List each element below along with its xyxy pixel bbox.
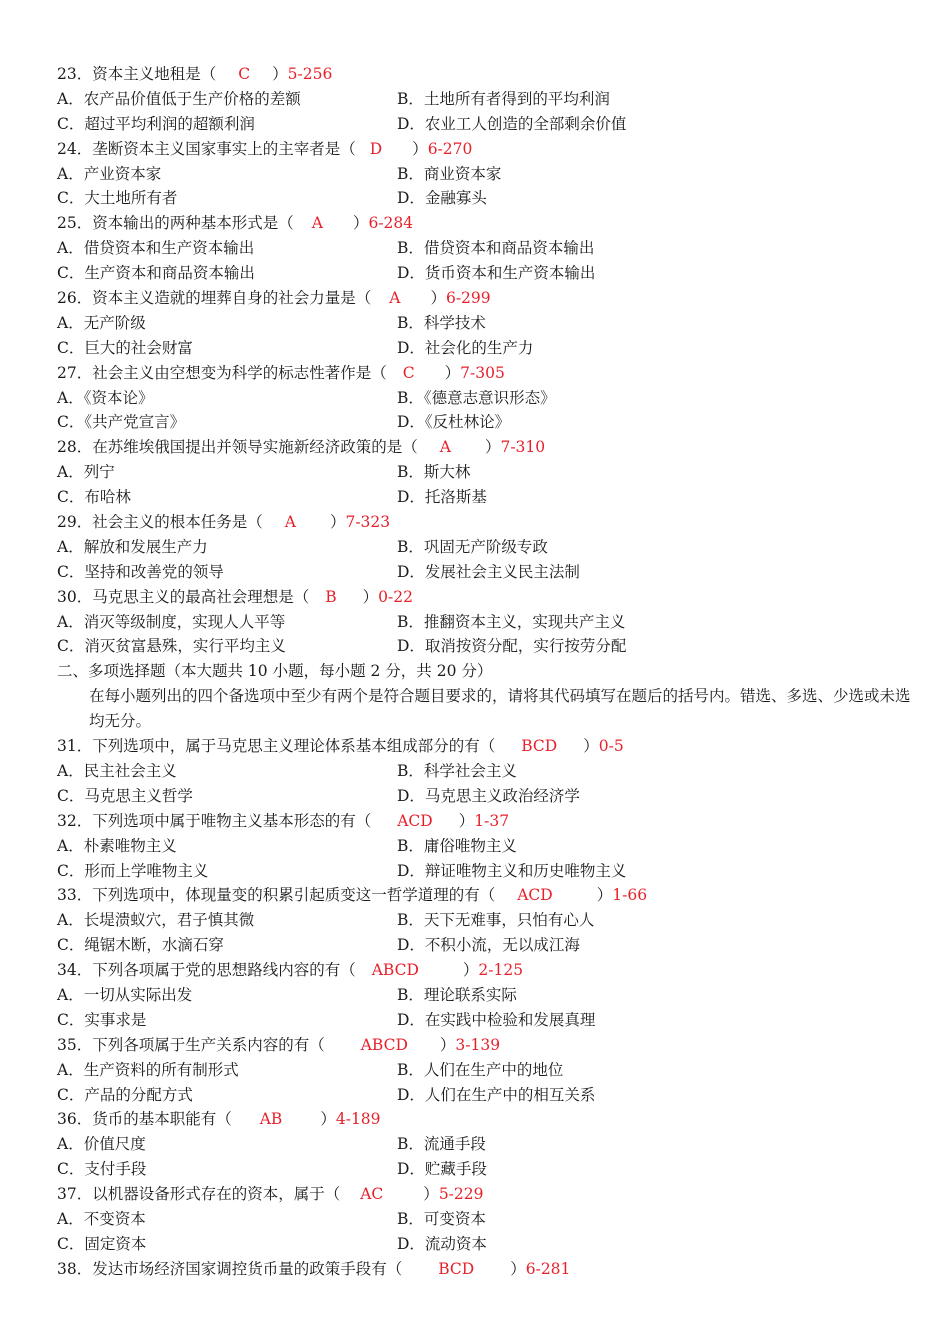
answer-text: C (402, 363, 415, 382)
option-row (57, 1207, 917, 1232)
answer-text: BCD (521, 737, 558, 756)
option-right: B．推翻资本主义，实现共产主义 (397, 612, 626, 631)
option-right: D．《反杜林论》 (397, 413, 511, 432)
answer-text: ACD (397, 811, 433, 830)
option-left: C．巨大的社会财富 (57, 338, 193, 357)
option-right: D．社会化的生产力 (397, 338, 534, 357)
option-row (57, 1232, 917, 1257)
stem-text: 33．下列选项中，体现量变的积累引起质变这一哲学道理的有（ (57, 886, 496, 905)
question-stem (57, 734, 917, 759)
option-row (57, 1008, 917, 1033)
option-left: C．实事求是 (57, 1010, 147, 1029)
answer-text: ABCD (371, 961, 419, 980)
question-stem (57, 809, 917, 834)
question-stem (57, 435, 917, 460)
question-stem (57, 585, 917, 610)
option-right: B．天下无难事，只怕有心人 (397, 911, 595, 930)
option-left: A．列宁 (57, 463, 115, 482)
option-right: D．金融寡头 (397, 189, 487, 208)
option-left: C．超过平均利润的超额利润 (57, 114, 255, 133)
reference-text: 2-125 (478, 961, 524, 980)
option-left: A．长堤溃蚁穴，君子慎其微 (57, 911, 255, 930)
option-row (57, 1083, 917, 1108)
option-row (57, 1157, 917, 1182)
option-left: C．支付手段 (57, 1160, 147, 1179)
stem-text: 23．资本主义地租是（ (57, 65, 217, 83)
reference-text: 6-270 (427, 139, 473, 158)
reference-text: 5-229 (438, 1185, 484, 1204)
option-row (57, 336, 917, 361)
option-right: D．辩证唯物主义和历史唯物主义 (397, 861, 627, 880)
option-left: A．《资本论》 (57, 388, 154, 407)
option-left: C．消灭贫富悬殊，实行平均主义 (57, 637, 286, 656)
option-row (57, 560, 917, 585)
option-left: C．绳锯木断，水滴石穿 (57, 936, 224, 955)
option-right: B．流通手段 (397, 1135, 486, 1154)
answer-text: D (369, 139, 383, 158)
option-right: D．马克思主义政治经济学 (397, 786, 580, 805)
stem-text: 35．下列各项属于生产关系内容的有（ (57, 1035, 325, 1054)
option-row (57, 261, 917, 286)
stem-text: 32．下列选项中属于唯物主义基本形态的有（ (57, 811, 372, 830)
option-left: A．无产阶级 (57, 313, 146, 332)
stem-text: 30．马克思主义的最高社会理想是（ (57, 587, 310, 606)
question-stem (57, 1033, 917, 1058)
option-left: A．不变资本 (57, 1210, 146, 1228)
reference-text: 6-299 (445, 289, 491, 308)
option-right: D．发展社会主义民主法制 (397, 562, 580, 581)
option-right: B．可变资本 (397, 1210, 486, 1228)
option-left: A．价值尺度 (57, 1135, 146, 1154)
option-left: A．消灭等级制度，实现人人平等 (57, 612, 286, 631)
section-heading-text: 二、多项选择题（本大题共 10 小题，每小题 2 分，共 20 分） (57, 662, 493, 681)
question-stem (57, 62, 917, 87)
stem-text: 26．资本主义造就的埋葬自身的社会力量是（ (57, 289, 372, 308)
answer-text: BCD (438, 1259, 475, 1278)
option-row (57, 485, 917, 510)
question-stem (57, 1257, 917, 1282)
bracket-close: ） (430, 289, 446, 308)
answer-text: A (439, 438, 451, 457)
stem-text: 24．垄断资本主义国家事实上的主宰者是（ (57, 139, 356, 158)
section-heading (57, 659, 917, 684)
answer-text: C (238, 65, 251, 83)
stem-text: 31．下列选项中，属于马克思主义理论体系基本组成部分的有（ (57, 737, 496, 756)
bracket-close: ） (596, 886, 613, 905)
answer-text: ABCD (360, 1035, 408, 1054)
option-row (57, 112, 917, 137)
answer-text: AC (360, 1185, 384, 1204)
option-left: C．大土地所有者 (57, 189, 178, 208)
option-right: D．取消按资分配，实行按劳分配 (397, 637, 627, 656)
option-row (57, 162, 917, 187)
option-left: A．农产品价值低于生产价格的差额 (57, 89, 301, 108)
bracket-close: ） (272, 65, 288, 83)
stem-text: 29．社会主义的根本任务是（ (57, 513, 263, 532)
stem-text: 25．资本输出的两种基本形式是（ (57, 214, 294, 233)
option-right: B．借贷资本和商品资本输出 (397, 239, 595, 258)
section-instruction: 在每小题列出的四个备选项中至少有两个是符合题目要求的，请将其代码填写在题后的括号内。错选、多选、少选或未选均无分。 (89, 687, 911, 731)
bracket-close: ） (320, 1110, 336, 1129)
option-left: A．生产资料的所有制形式 (57, 1060, 239, 1079)
bracket-close: ） (362, 587, 379, 606)
stem-text: 28．在苏维埃俄国提出并领导实施新经济政策的是（ (57, 438, 418, 457)
option-left: C．马克思主义哲学 (57, 786, 193, 805)
option-right: D．在实践中检验和发展真理 (397, 1010, 596, 1029)
option-left: C．坚持和改善党的领导 (57, 562, 224, 581)
option-right: B．科学技术 (397, 313, 486, 332)
option-right: B．庸俗唯物主义 (397, 836, 517, 855)
option-row (57, 634, 917, 659)
answer-text: A (389, 289, 401, 308)
answer-text: ACD (517, 886, 553, 905)
bracket-close: ） (329, 513, 346, 532)
bracket-close: ） (458, 811, 475, 830)
reference-text: 3-139 (455, 1035, 501, 1054)
option-right: B．人们在生产中的地位 (397, 1060, 564, 1079)
stem-text: 36．货币的基本职能有（ (57, 1110, 232, 1129)
stem-text: 38．发达市场经济国家调控货币量的政策手段有（ (57, 1259, 403, 1278)
question-stem (57, 958, 917, 983)
reference-text: 1-37 (474, 811, 510, 830)
option-row (57, 859, 917, 884)
option-row (57, 1058, 917, 1083)
reference-text: 1-66 (612, 886, 648, 905)
question-stem (57, 1107, 917, 1132)
option-right: B．斯大林 (397, 463, 471, 482)
option-right: D．货币资本和生产资本输出 (397, 264, 596, 283)
question-stem (57, 883, 917, 908)
option-row (57, 784, 917, 809)
bracket-close: ） (439, 1035, 456, 1054)
bracket-close: ） (423, 1185, 439, 1204)
option-row (57, 1132, 917, 1157)
reference-text: 6-284 (368, 214, 414, 233)
option-right: D．托洛斯基 (397, 488, 487, 507)
reference-text: 6-281 (525, 1259, 571, 1278)
stem-text: 27．社会主义由空想变为科学的标志性著作是（ (57, 363, 387, 382)
exam-page (57, 62, 917, 1282)
option-row (57, 460, 917, 485)
bracket-close: ） (352, 214, 369, 233)
option-left: C．布哈林 (57, 488, 131, 507)
reference-text: 0-22 (378, 587, 413, 606)
option-row (57, 759, 917, 784)
option-left: C．生产资本和商品资本输出 (57, 264, 255, 283)
option-right: D．贮藏手段 (397, 1160, 487, 1179)
option-right: D．农业工人创造的全部剩余价值 (397, 114, 627, 133)
stem-text: 34．下列各项属于党的思想路线内容的有（ (57, 961, 356, 980)
answer-text: B (325, 587, 337, 606)
option-right: B．土地所有者得到的平均利润 (397, 89, 610, 108)
reference-text: 7-310 (500, 438, 546, 457)
option-left: A．解放和发展生产力 (57, 537, 208, 556)
bracket-close: ） (412, 139, 428, 158)
option-right: B．巩固无产阶级专政 (397, 537, 548, 556)
question-stem (57, 211, 917, 236)
option-right: B．商业资本家 (397, 164, 502, 183)
option-left: C．形而上学唯物主义 (57, 861, 209, 880)
answer-text: A (284, 513, 296, 532)
question-stem (57, 137, 917, 162)
option-right: D．人们在生产中的相互关系 (397, 1085, 596, 1104)
option-right: D．不积小流，无以成江海 (397, 936, 580, 955)
option-row (57, 983, 917, 1008)
question-stem (57, 361, 917, 386)
option-row (57, 834, 917, 859)
option-left: C．《共产党宣言》 (57, 413, 186, 432)
question-stem (57, 286, 917, 311)
stem-text: 37．以机器设备形式存在的资本，属于（ (57, 1185, 341, 1204)
answer-text: AB (259, 1110, 283, 1129)
option-left: C．固定资本 (57, 1234, 147, 1253)
reference-text: 0-5 (598, 737, 624, 756)
option-row (57, 87, 917, 112)
question-stem (57, 510, 917, 535)
answer-text: A (311, 214, 323, 233)
bracket-close: ） (444, 363, 461, 382)
option-row (57, 236, 917, 261)
reference-text: 4-189 (335, 1110, 381, 1129)
option-row (57, 186, 917, 211)
bracket-close: ） (583, 737, 599, 756)
option-right: B．科学社会主义 (397, 761, 517, 780)
option-row (57, 311, 917, 336)
option-left: A．借贷资本和生产资本输出 (57, 239, 255, 258)
option-row (57, 535, 917, 560)
reference-text: 7-323 (345, 513, 391, 532)
option-right: D．流动资本 (397, 1234, 487, 1253)
bracket-close: ） (462, 961, 479, 980)
option-left: A．朴素唯物主义 (57, 836, 177, 855)
option-left: A．一切从实际出发 (57, 985, 193, 1004)
option-left: C．产品的分配方式 (57, 1085, 193, 1104)
bracket-close: ） (510, 1259, 526, 1278)
bracket-close: ） (484, 438, 501, 457)
reference-text: 7-305 (460, 363, 505, 382)
option-row (57, 908, 917, 933)
option-left: A．产业资本家 (57, 164, 162, 183)
option-right: B．《德意志意识形态》 (397, 388, 556, 407)
reference-text: 5-256 (287, 65, 333, 83)
question-stem (57, 1182, 917, 1207)
option-row (57, 933, 917, 958)
option-row (57, 410, 917, 435)
option-row (57, 610, 917, 635)
option-right: B．理论联系实际 (397, 985, 517, 1004)
option-row (57, 386, 917, 411)
option-left: A．民主社会主义 (57, 761, 177, 780)
